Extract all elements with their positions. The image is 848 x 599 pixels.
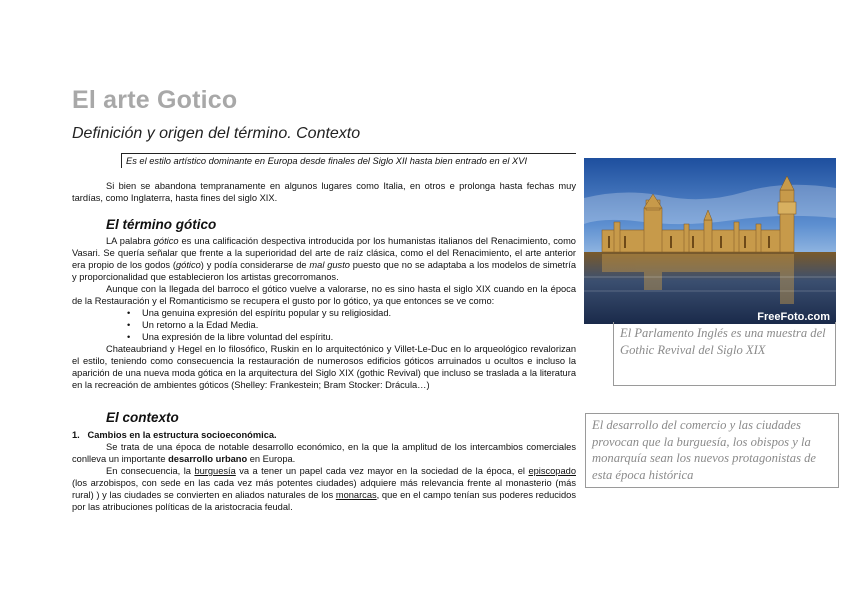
- termino-paragraph-1: LA palabra gótico es una calificación despectiva introducida por los humanistas italianos del Renacimiento, como Vasari. Se quería señalar que frente a la superioridad del arte de raíz clásica, como el del Renacimiento, el arte anterior era propio de los godos (gótico) y podía considerarse de mal gusto puesto que no se adaptaba a los modelos de simetría y proporcionalidad que establecieron los artistas grecorromanos.: [72, 236, 576, 282]
- contexto-paragraph-1: Se trata de una época de notable desarrollo económico, en la que la amplitud de los intercambios comerciales conlleva un importante desarrollo urbano en Europa.: [72, 442, 576, 464]
- contexto-paragraph-2: En consecuencia, la burguesía va a tener un papel cada vez mayor en la sociedad de la época, el episcopado (los arzobispos, con sede en las cada vez más potentes ciudades) adquiere más relevancia frente al monasterio (más rural) ) y las ciudades se convierten en aliados naturales de los monarcas, que en el campo tenían sus poderes reducidos por las atribuciones políticas de la aristocracia feudal.: [72, 466, 576, 512]
- section-termino-body: [72, 235, 576, 391]
- parliament-illustration: [584, 158, 836, 324]
- bullet-list: [72, 307, 576, 343]
- list-item: • Una genuina expresión del espíritu popular y su religiosidad.: [72, 307, 576, 319]
- list-item: • Una expresión de la libre voluntad del espíritu.: [72, 331, 576, 343]
- parliament-photo: [584, 158, 836, 324]
- link-burguesia[interactable]: burguesía: [194, 466, 236, 476]
- link-episcopado[interactable]: episcopado: [528, 466, 576, 476]
- termino-paragraph-3: Chateaubriand y Hegel en lo filosófico, Ruskin en lo arquitectónico y Villet-Le-Duc en lo arqueológico revalorizan el estilo, teniendo como consecuencia la restauración de numerosos edificios góticos arruinados u ocultos e incluso la aparición de una nueva moda gótica en la arquitectura del Siglo XIX (gothic Revival) que incluso se traslada a la literatura en la recreación de ambientes góticos (Shelley: Frankestein; Bram Stocker: Drácula…): [72, 344, 576, 390]
- list-item: • Un retorno a la Edad Media.: [72, 319, 576, 331]
- subheading-cambios: 1. Cambios en la estructura socioeconómica.: [72, 430, 277, 440]
- link-monarcas[interactable]: monarcas: [335, 490, 377, 500]
- photo-watermark: FreeFoto.com: [757, 311, 830, 323]
- definition-box: Es el estilo artístico dominante en Europa desde finales del Siglo XII hasta bien entrado en el XVI: [121, 153, 576, 168]
- heading-el-contexto: El contexto: [106, 410, 179, 425]
- photo-caption: El Parlamento Inglés es una muestra del Gothic Revival del Siglo XIX: [613, 322, 836, 386]
- section-subtitle: Definición y origen del término. Contexto: [72, 125, 361, 142]
- termino-paragraph-2: Aunque con la llegada del barroco el gótico vuelve a valorarse, no es sino hasta el siglo XIX cuando en la época de la Restauración y el Romanticismo se recupera el gusto por lo gótico, ya que entonces se ve como:: [72, 284, 576, 306]
- page-title: El arte Gotico: [72, 86, 238, 114]
- section-contexto-body: [72, 429, 576, 513]
- sidebar-note: El desarrollo del comercio y las ciudades provocan que la burguesía, los obispos y la monarquía sean los nuevos protagonistas de esta época histórica: [585, 413, 839, 488]
- heading-termino-gotico: El término gótico: [106, 217, 217, 232]
- intro-paragraph: Si bien se abandona tempranamente en algunos lugares como Italia, en otros e prolonga hasta fechas muy tardías, como Inglaterra, hasta fines del siglo XIX.: [72, 181, 576, 203]
